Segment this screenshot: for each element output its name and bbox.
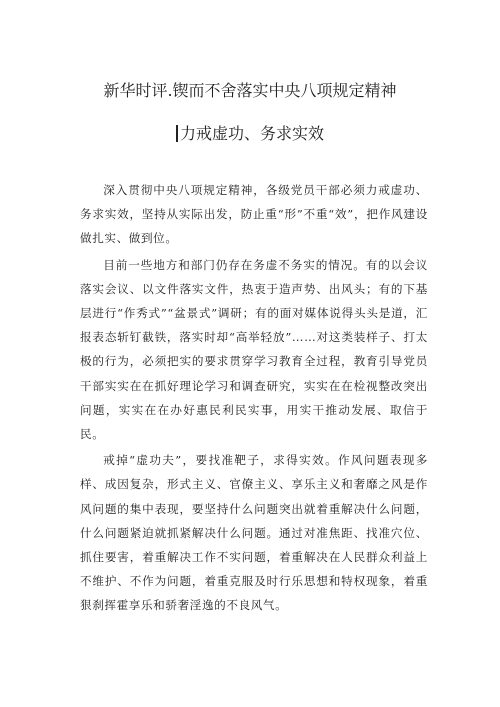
paragraph-2: 目前一些地方和部门仍存在务虚不务实的情况。有的以会议落实会议、以文件落实文件，热衷于造声势、出风头；有的下基层进行“作秀式”“盆景式”调研；有的面对媒体说得头头是道，汇报表态斩钉截铁，落实时却“高举轻放”……对这类装样子、打太极的行为，必须把实的要求贯穿学习教育全过程，教育引导党员干部实实在在抓好理论学习和调查研究，实实在在检视整改突出问题，实实在在办好惠民利民实事，用实干推动发展、取信于民。 [80,257,428,442]
text-cursor [176,125,178,142]
title-line-2 [0,121,500,144]
paragraph-3: 戒掉“虚功夫”，要找准靶子，求得实效。作风问题表现多样、成因复杂，形式主义、官僚主义、享乐主义和奢靡之风是作风问题的集中表现，要坚持什么问题突出就着重解决什么问题，什么问题紧迫就抓紧解决什么问题。通过对准焦距、找准穴位、抓住要害，着重解决工作不实问题，着重解决在人民群众利益上不维护、不作为问题，着重克服及时行乐思想和特权现象，着重狠刹挥霍享乐和骄奢淫逸的不良风气。 [80,453,428,613]
paragraph-1: 深入贯彻中央八项规定精神，各级党员干部必须力戒虚功、务求实效，坚持从实际出发，防止重“形”不重“效”，把作风建设做扎实、做到位。 [80,183,428,246]
article-body [80,178,428,620]
title-line-1: 新华时评.锲而不舍落实中央八项规定精神 [103,81,397,100]
title-line-2-text: 力戒虚功、务求实效 [179,124,324,143]
